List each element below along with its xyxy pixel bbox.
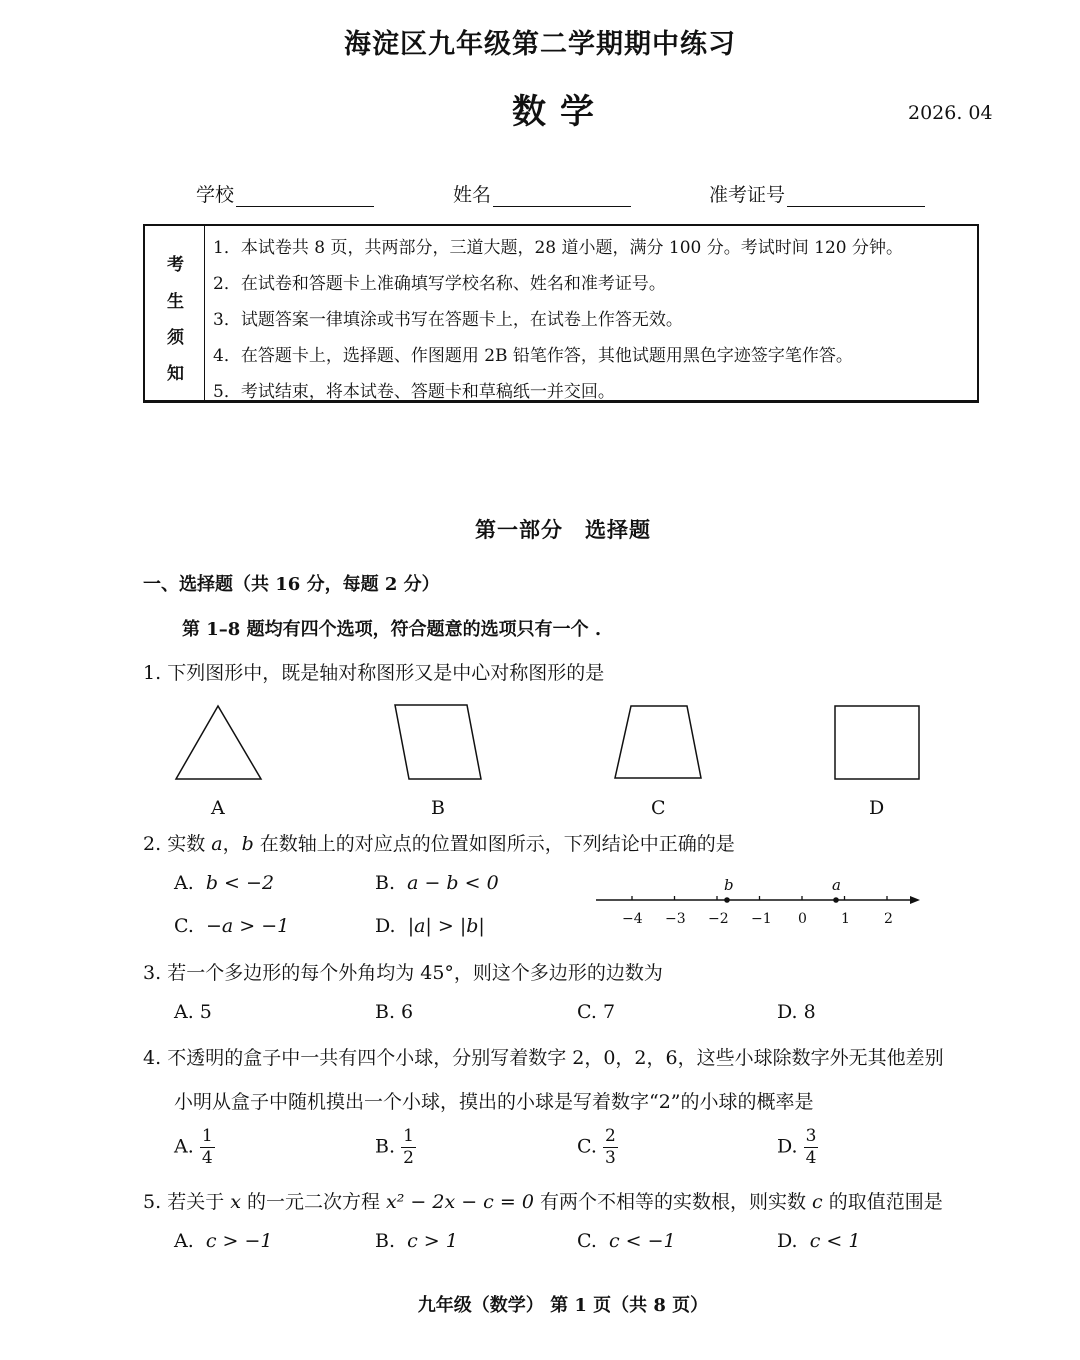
- exam-title: 海淀区九年级第二学期期中练习: [344, 29, 736, 60]
- option-label-c[interactable]: C: [651, 797, 666, 819]
- question-number: 2.: [143, 833, 162, 855]
- section-instruction: 第 1–8 题均有四个选项，符合题意的选项只有一个 .: [182, 619, 602, 640]
- option-d[interactable]: D. 8: [777, 1001, 816, 1023]
- question-4: [143, 1043, 944, 1070]
- option-text: c > −1: [205, 1230, 273, 1252]
- denominator: 3: [604, 1148, 616, 1168]
- axis-arrow: [910, 896, 920, 904]
- equation: x² − 2x − c = 0: [386, 1191, 534, 1213]
- question-stem-part: 的一元二次方程: [240, 1191, 387, 1213]
- part-title: 第一部分 选择题: [475, 517, 651, 542]
- option-d[interactable]: [777, 1128, 818, 1167]
- option-text: b < −2: [205, 872, 275, 894]
- point-a: [833, 897, 839, 903]
- tick-label: −3: [665, 911, 686, 927]
- option-label: C.: [577, 1230, 597, 1252]
- section-title: 一、选择题（共 16 分，每题 2 分）: [143, 574, 440, 595]
- option-label: B.: [375, 1135, 396, 1158]
- option-label-a[interactable]: A: [211, 797, 225, 819]
- option-label: D.: [777, 1135, 798, 1158]
- denominator: 2: [403, 1148, 414, 1168]
- question-stem: 下列图形中，既是轴对称图形又是中心对称图形的是: [167, 662, 605, 684]
- denominator: 4: [805, 1148, 817, 1168]
- notice-line-1: 1．本试卷共 8 页，共两部分，三道大题，28 道小题，满分 100 分。考试时间 120 分钟。: [213, 238, 903, 258]
- question-number: 3.: [143, 962, 162, 984]
- numerator: 3: [805, 1126, 817, 1146]
- fraction: [603, 1128, 618, 1167]
- name-label: 姓名: [453, 184, 492, 206]
- notice-line-3: 3．试题答案一律填涂或书写在答题卡上，在试卷上作答无效。: [213, 310, 683, 330]
- option-a[interactable]: [174, 1230, 273, 1252]
- option-label: C.: [174, 915, 194, 937]
- var-a: a: [211, 833, 223, 855]
- numerator: 2: [604, 1126, 616, 1146]
- tick-label: 2: [884, 911, 893, 927]
- option-text: a − b < 0: [407, 872, 499, 894]
- tick-label: −2: [708, 911, 729, 927]
- notice-line-5: 5．考试结束，将本试卷、答题卡和草稿纸一并交回。: [213, 382, 615, 402]
- option-label: A.: [174, 1135, 194, 1158]
- numerator: 1: [201, 1126, 213, 1146]
- option-text: −a > −1: [206, 915, 290, 937]
- question-stem-part: 若关于: [167, 1191, 231, 1213]
- var-b: b: [241, 833, 254, 855]
- option-b[interactable]: [375, 1230, 458, 1252]
- question-stem-part: 实数: [167, 833, 212, 855]
- notice-line-2: 2．在试卷和答题卡上准确填写学校名称、姓名和准考证号。: [213, 274, 666, 294]
- notice-line-4: 4．在答题卡上，选择题、作图题用 2B 铅笔作答，其他试题用黑色字迹签字笔作答。: [213, 346, 853, 366]
- point-b-label: b: [724, 876, 734, 894]
- exam-date: 2026. 04: [908, 102, 993, 124]
- question-3: [143, 958, 663, 985]
- point-b: [724, 897, 730, 903]
- question-stem: 若一个多边形的每个外角均为 45°，则这个多边形的边数为: [167, 962, 663, 984]
- option-label: C.: [577, 1135, 597, 1158]
- option-label: A.: [174, 872, 194, 894]
- question-stem-part: 在数轴上的对应点的位置如图所示，下列结论中正确的是: [253, 833, 735, 855]
- point-a-label: a: [832, 876, 841, 894]
- question-number: 1.: [143, 662, 162, 684]
- option-a[interactable]: A. 5: [174, 1001, 212, 1023]
- option-c[interactable]: C. 7: [577, 1001, 616, 1023]
- option-d[interactable]: [777, 1230, 860, 1252]
- option-text: |a| > |b|: [407, 915, 485, 937]
- option-label: B.: [375, 1230, 396, 1252]
- option-text: c < −1: [609, 1230, 676, 1252]
- notice-char: 须: [167, 328, 184, 348]
- option-b[interactable]: [375, 1128, 416, 1167]
- notice-char: 考: [167, 255, 184, 275]
- question-stem-part: 的取值范围是: [822, 1191, 943, 1213]
- var-x: x: [230, 1191, 241, 1213]
- exam-id-label: 准考证号: [709, 184, 786, 206]
- question-stem: 不透明的盒子中一共有四个小球，分别写着数字 2，0，2，6，这些小球除数字外无其他差别: [167, 1047, 944, 1069]
- fraction: [401, 1128, 416, 1167]
- question-5: [143, 1187, 943, 1214]
- question-number: 4.: [143, 1047, 162, 1069]
- option-a[interactable]: [174, 1128, 215, 1167]
- notice-char: 知: [167, 364, 184, 384]
- option-label-b[interactable]: B: [431, 797, 445, 819]
- question-number: 5.: [143, 1191, 162, 1213]
- subject-title: 数学: [512, 92, 608, 132]
- option-label: D.: [777, 1230, 798, 1252]
- notice-char: 生: [167, 292, 184, 312]
- numerator: 1: [403, 1126, 414, 1146]
- tick-label: −4: [622, 911, 643, 927]
- option-text: c < 1: [809, 1230, 861, 1252]
- option-c[interactable]: [577, 1128, 618, 1167]
- denominator: 4: [201, 1148, 213, 1168]
- tick-label: 1: [841, 911, 850, 927]
- question-stem-part: 有两个不相等的实数根，则实数: [533, 1191, 813, 1213]
- option-c[interactable]: [577, 1230, 676, 1252]
- option-b[interactable]: B. 6: [375, 1001, 414, 1023]
- option-label: A.: [174, 1230, 194, 1252]
- tick-label: −1: [751, 911, 772, 927]
- option-text: c > 1: [407, 1230, 458, 1252]
- option-label: B.: [375, 872, 396, 894]
- option-label: D.: [375, 915, 396, 937]
- school-label: 学校: [196, 184, 235, 206]
- option-label-d[interactable]: D: [869, 797, 885, 819]
- var-c: c: [812, 1191, 823, 1213]
- fraction: [804, 1128, 819, 1167]
- page-footer: 九年级（数学） 第 1 页（共 8 页）: [417, 1295, 709, 1316]
- question-stem-part: ，: [222, 833, 242, 855]
- question-4-line2: 小明从盒子中随机摸出一个小球，摸出的小球是写着数字“2”的小球的概率是: [174, 1091, 814, 1113]
- tick-label: 0: [798, 911, 807, 927]
- fraction: [200, 1128, 215, 1167]
